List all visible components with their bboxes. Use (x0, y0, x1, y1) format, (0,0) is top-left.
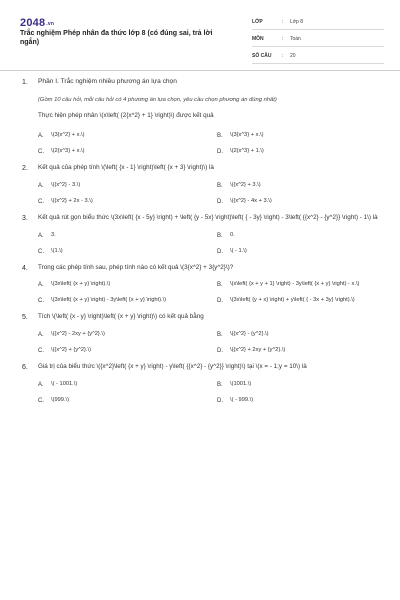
header-divider (0, 70, 400, 71)
option-d[interactable] (217, 397, 382, 405)
document-title: Trắc nghiệm Phép nhân đa thức lớp 8 (có đúng sai, trả lời ngắn) (20, 30, 213, 47)
option-b[interactable] (217, 232, 382, 240)
meta-separator: : (282, 18, 284, 25)
option-label: A. (38, 232, 44, 239)
option-d[interactable] (217, 347, 382, 355)
option-label: A. (38, 282, 44, 289)
option-label: D. (217, 248, 223, 255)
question-3 (0, 214, 400, 256)
option-text: \({x^2} - 2xy + {y^2}.\) (51, 330, 105, 337)
meta-row-class (252, 15, 384, 30)
option-b[interactable] (217, 331, 382, 339)
option-c[interactable] (38, 347, 203, 355)
option-d[interactable] (217, 297, 382, 305)
option-text: 0. (230, 231, 235, 238)
option-c[interactable] (38, 248, 203, 256)
question-stem: Giá trị của biểu thức \({x^2}\left( {x + y} \right) - y\left( {{x^2} - {y^2}} \right)\) tại \(x = - 1;y = 10\) là (38, 363, 307, 371)
option-text: \(x\left( {x + y + 1} \right) - 3y\left( {x + y} \right) - x.\) (230, 281, 360, 288)
option-a[interactable] (38, 132, 203, 140)
option-label: B. (217, 381, 223, 388)
option-text: \({x^2} - 4x + 3.\) (230, 197, 272, 204)
question-5 (0, 313, 400, 355)
option-c[interactable] (38, 148, 203, 156)
question-number: 4. (22, 264, 28, 272)
options-grid (38, 381, 382, 405)
option-text: \( - 1.\) (230, 247, 247, 254)
option-b[interactable] (217, 132, 382, 140)
section-title: Phần I. Trắc nghiệm nhiều phương án lựa chọn (38, 78, 177, 85)
option-text: \( - 999.\) (230, 396, 254, 403)
question-6 (0, 363, 400, 405)
meta-separator: : (282, 52, 284, 59)
option-label: D. (217, 397, 223, 404)
question-1 (0, 78, 400, 156)
option-a[interactable] (38, 381, 203, 389)
option-d[interactable] (217, 248, 382, 256)
option-label: D. (217, 198, 223, 205)
question-stem: Trong các phép tính sau, phép tính nào có kết quả \(3{x^2} + 3{y^2}\)? (38, 263, 234, 271)
option-label: D. (217, 298, 223, 305)
meta-key: SỐ CÂU (252, 52, 272, 59)
options-grid (38, 331, 382, 355)
option-a[interactable] (38, 331, 203, 339)
option-d[interactable] (217, 148, 382, 156)
logo-main: 2048 (20, 17, 46, 29)
option-c[interactable] (38, 198, 203, 206)
meta-row-count (252, 49, 384, 64)
option-b[interactable] (217, 281, 382, 289)
options-grid (38, 232, 382, 256)
document-meta (252, 15, 384, 66)
option-text: 3. (51, 231, 56, 238)
meta-value: 20 (290, 52, 296, 59)
option-label: C. (38, 198, 44, 205)
question-number: 2. (22, 165, 28, 173)
option-text: \({x^2} + {y^2}.\) (51, 347, 91, 354)
option-text: \(2{x^3} + x.\) (51, 148, 85, 155)
option-label: B. (217, 182, 223, 189)
option-label: C. (38, 298, 44, 305)
option-label: D. (217, 348, 223, 355)
question-number: 3. (22, 215, 28, 223)
option-text: \(1001.\) (230, 380, 252, 387)
option-label: B. (217, 331, 223, 338)
option-b[interactable] (217, 182, 382, 190)
option-text: \(999.\) (51, 396, 70, 403)
option-label: C. (38, 397, 44, 404)
option-text: \(3x\left( {y + x} \right) + y\left( { - 3x + 3y} \right).\) (230, 297, 355, 304)
meta-value: Lớp 8 (290, 18, 304, 25)
option-text: \(1.\) (51, 247, 63, 254)
page-header (0, 0, 400, 66)
meta-value: Toán (290, 35, 301, 42)
option-text: \(3x\left( {x + y} \right) - 3y\left( {x + y} \right).\) (51, 297, 167, 304)
option-a[interactable] (38, 281, 203, 289)
option-text: \({x^2} + 2xy + {y^2}.\) (230, 347, 286, 354)
option-label: B. (217, 282, 223, 289)
option-c[interactable] (38, 397, 203, 405)
option-text: \({x^2} + 2x - 3.\) (51, 197, 93, 204)
logo-tld: .vn (46, 21, 55, 27)
option-b[interactable] (217, 381, 382, 389)
option-a[interactable] (38, 182, 203, 190)
option-label: C. (38, 348, 44, 355)
option-text: \(3{x^2} + x.\) (51, 132, 85, 139)
option-text: \({x^2} - 3.\) (51, 181, 81, 188)
section-note: (Gồm 10 câu hỏi, mỗi câu hỏi có 4 phương án lựa chọn, yêu cầu chọn phương án đúng nhất) (38, 96, 277, 103)
question-number: 5. (22, 314, 28, 322)
option-text: \(2{x^3} + 1.\) (230, 148, 264, 155)
option-label: A. (38, 133, 44, 140)
option-d[interactable] (217, 198, 382, 206)
options-grid (38, 182, 382, 206)
question-stem: Kết quả của phép tính \(\left( {x - 1} \right)\left( {x + 3} \right)\) là (38, 164, 214, 172)
meta-separator: : (282, 35, 284, 42)
option-label: B. (217, 232, 223, 239)
question-2 (0, 164, 400, 206)
quiz-content (0, 78, 400, 413)
question-number: 6. (22, 364, 28, 372)
option-text: \({x^2} - {y^2}.\) (230, 330, 269, 337)
meta-key: MÔN (252, 35, 264, 42)
option-label: A. (38, 331, 44, 338)
option-label: A. (38, 182, 44, 189)
option-text: \( - 1001.\) (51, 380, 78, 387)
option-label: A. (38, 381, 44, 388)
option-text: \(3x\left( {x + y} \right).\) (51, 281, 111, 288)
option-text: \({x^2} + 3.\) (230, 181, 261, 188)
question-stem: Tích \(\left( {x - y} \right)\left( {x + y} \right)\) có kết quả bằng (38, 313, 204, 321)
options-grid (38, 132, 382, 156)
question-4 (0, 264, 400, 306)
question-number: 1. (22, 79, 28, 86)
option-a[interactable] (38, 232, 203, 240)
options-grid (38, 281, 382, 305)
question-stem: Thực hiện phép nhân \(x\left( {2{x^2} + 1} \right)\) được kết quả (38, 111, 214, 119)
meta-row-subject (252, 32, 384, 47)
option-label: C. (38, 149, 44, 156)
meta-key: LỚP (252, 18, 263, 25)
question-stem: Kết quả rút gọn biểu thức \(3x\left( {x - 5y} \right) + \left( {y - 5x} \right)\left( { - 3y} \right) - 3\left( {{x^2} - {y^2}} \right) - 1\) là (38, 214, 378, 222)
option-text: \(3{x^3} + x.\) (230, 132, 264, 139)
option-label: C. (38, 248, 44, 255)
option-c[interactable] (38, 297, 203, 305)
option-label: B. (217, 133, 223, 140)
option-label: D. (217, 149, 223, 156)
